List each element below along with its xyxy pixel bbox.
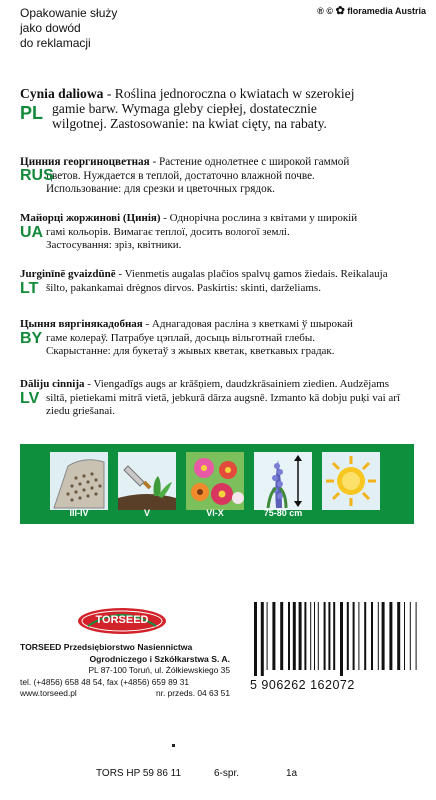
print-spec: 6-spr. (214, 768, 240, 779)
barcode-bar (314, 602, 315, 670)
barcode-bar (404, 602, 405, 670)
product-code: TORS HP 59 86 11 (96, 768, 182, 779)
barcode-bar (272, 602, 275, 670)
barcode-bar (310, 602, 311, 670)
barcode-bar (410, 602, 411, 670)
floramedia-brand (317, 4, 426, 17)
complaint-note-line: Opakowanie służy (20, 6, 118, 20)
barcode-bar (261, 602, 264, 676)
lang-code-lv: LV (20, 390, 40, 407)
barcode-number: 5 906262 162072 (250, 678, 355, 692)
dot-mark (172, 744, 175, 747)
barcode-bar (353, 602, 355, 670)
barcode-bar (328, 602, 330, 670)
plant-name-ua: Майорці жоржинові (Цинія) (20, 212, 161, 224)
barcode-bar (288, 602, 290, 670)
lang-code-ua: UA (20, 224, 44, 241)
planting-trowel-icon (118, 452, 176, 510)
complaint-note (20, 6, 180, 51)
description-by: BY Цыння вяргінякадобная - Аднагадовая расліна з кветкамі ў шырокай гаме колераў. Патрабуе цэплай, досыць вільготнай глебы. Скарыстанне: для букетаў з жывых кветак, кветкавых градак. (20, 318, 353, 357)
barcode-bar (340, 602, 343, 676)
planting-month-label: V (143, 508, 150, 518)
lang-code-lt: LT (20, 280, 39, 297)
plant-name-pl: Cynia daliowa (20, 86, 104, 101)
company-name-2: Ogrodniczego i Szkółkarstwa S. A. (89, 653, 230, 664)
plant-height-icon (254, 452, 312, 510)
barcode-bar (416, 602, 417, 670)
company-phone: tel. (+4856) 658 48 54, fax (+4856) 659 89 31 (20, 676, 190, 687)
barcode-bar (333, 602, 335, 670)
plant-name-rus: Цинния георгиноцветная (20, 156, 150, 168)
barcode-bar (254, 602, 257, 676)
ean-barcode (252, 602, 420, 676)
version-number: 1a (286, 768, 298, 779)
barcode-bar (347, 602, 349, 670)
barcode-bar (364, 602, 366, 670)
description-lt: LT Jurginīnē gvaizdūnē - Vienmetis augalas plačios spalvų gamos žiedais. Reikalauja šilto, pakankamai drėgnos dirvos. Paskirtis: skinti, darželiams. (20, 268, 388, 297)
company-address: PL 87-100 Toruń, ul. Żółkiewskiego 35 (88, 665, 230, 675)
plant-name-by: Цыння вяргінякадобная (20, 318, 143, 330)
brand-name: floramedia Austria (347, 6, 426, 16)
zinnia-flowers-icon (186, 452, 244, 510)
barcode-bar (371, 602, 373, 670)
company-reg-number: nr. przeds. 04 63 51 (155, 688, 230, 698)
plant-height-label: 75-80 cm (263, 508, 303, 518)
barcode-bar (293, 602, 296, 670)
sun-icon (322, 452, 380, 510)
flowering-months-label: VI-X (206, 508, 224, 518)
company-info (20, 642, 230, 700)
barcode-bar (318, 602, 319, 670)
barcode-bar (267, 602, 268, 670)
lang-code-by: BY (20, 330, 43, 347)
barcode-bar (280, 602, 283, 670)
lang-code-pl: PL (20, 103, 44, 123)
barcode-bar (299, 602, 302, 670)
torseed-logo (76, 606, 168, 636)
description-lv: LV Dāliju cinnija - Viengadīgs augs ar krāšņiem, daudzkrāsainiem ziedien. Audzējams siltā, pietiekami mitrā vietā, jebkurā dārza augsnē. Izmanto kā dobju puķi vai arī ziedu griešanai. (20, 378, 401, 417)
cultivation-info-band (20, 444, 414, 524)
barcode-bar (397, 602, 400, 670)
barcode-bar (378, 602, 379, 670)
company-website: www.torseed.pl (20, 688, 77, 698)
description-rus: RUS Цинния георгиноцветная - Растение однолетнее с широкой гаммой цветов. Нуждается в теплой, достаточно влажной почве. Использование: для срезки и цветочных грядок. (20, 156, 350, 195)
seed-tray-icon (50, 452, 108, 510)
logo-text: TORSEED (95, 614, 149, 626)
plant-name-lt: Jurginīnē gvaizdūnē (20, 268, 116, 280)
floramedia-logo-icon: ✿ (335, 5, 345, 17)
barcode-bar (324, 602, 326, 670)
sowing-months-label: III-IV (69, 508, 89, 518)
plant-name-lv: Dāliju cinnija (20, 378, 85, 390)
complaint-note-line: jako dowód (20, 21, 81, 35)
barcode-bar (389, 602, 392, 670)
lang-code-rus: RUS (20, 167, 54, 184)
description-pl: PL Cynia daliowa - Roślina jednoroczna o kwiatach w szerokiej gamie barw. Wymaga gleby ciepłej, dostatecznie wilgotnej. Zastosowanie: na kwiat cięty, na rabaty. (20, 86, 355, 131)
barcode-bar (358, 602, 359, 670)
complaint-note-line: do reklamacji (20, 36, 91, 50)
barcode-bar (382, 602, 385, 670)
description-ua: UA Майорці жоржинові (Цинія) - Однорічна рослина з квітами у широкій гамі кольорів. Вимагає теплої, досить вологої землі. Застосування: зріз, квітники. (20, 212, 358, 251)
brand-symbols: ® © (317, 6, 334, 16)
barcode-bar (304, 602, 306, 670)
company-name: TORSEED Przedsiębiorstwo Nasiennictwa (20, 642, 193, 652)
